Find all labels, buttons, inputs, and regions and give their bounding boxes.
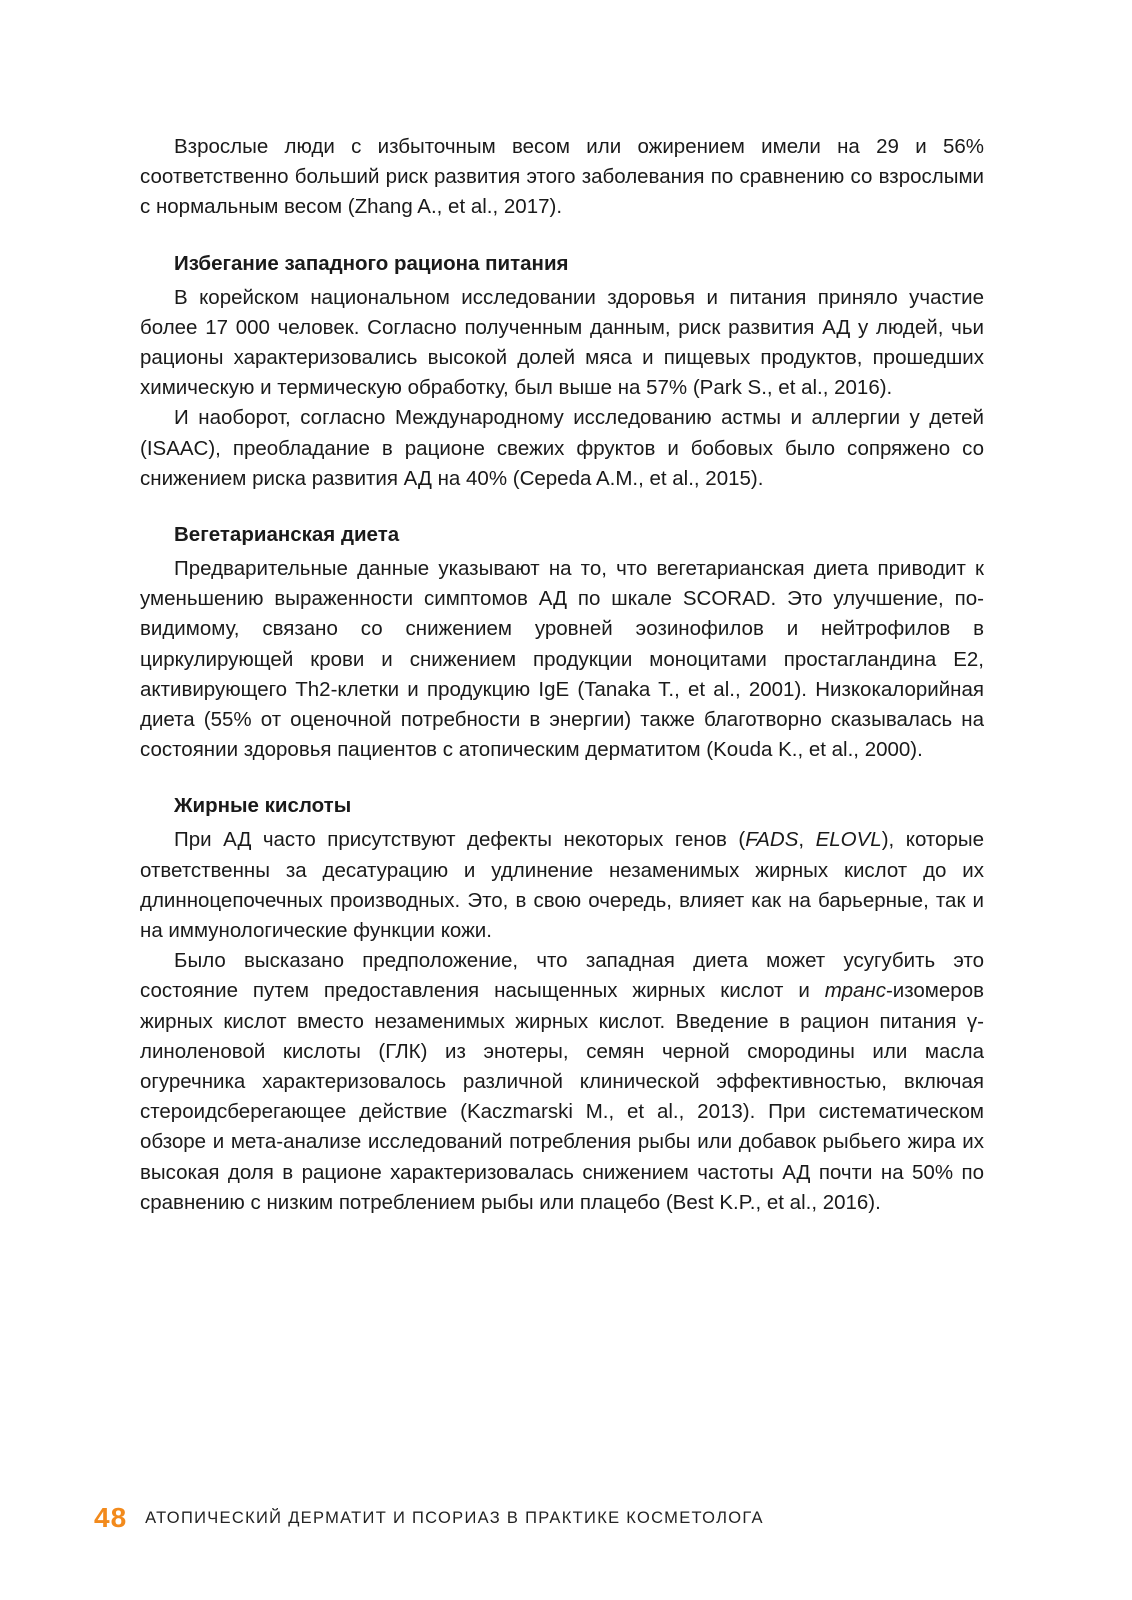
genes-paragraph: [140, 825, 984, 946]
fatty-text-before: Было высказано предположение, что западная диета может усугубить это состояние путем предоставления насыщенных жирных кислот и: [140, 949, 984, 1003]
genes-text-after: ), которые ответственны за десатурацию и удлинение незаменимых жирных кислот до их длинноцепочечных производных. Это, в свою очередь, влияет как на барьерные, так и на иммунологические функции кожи.: [140, 828, 984, 943]
genes-text-before: При АД часто присутствуют дефекты некоторых генов (: [174, 828, 746, 852]
intro-paragraph: Взрослые люди с избыточным весом или ожирением имели на 29 и 56% соответственно больший риск развития этого заболевания по сравнению со взрослыми с нормальным весом (Zhang A., et al., 2017).: [140, 135, 984, 219]
gene-fads: FADS: [745, 828, 799, 852]
gene-elovl: ELOVL: [815, 828, 882, 852]
running-title: АТОПИЧЕСКИЙ ДЕРМАТИТ И ПСОРИАЗ В ПРАКТИКЕ КОСМЕТОЛОГА: [145, 1508, 764, 1527]
section-heading-vegetarian-diet: Вегетарианская диета: [174, 523, 400, 547]
western-diet-fatty-acids-paragraph: [140, 946, 984, 1218]
page-footer: [94, 1501, 764, 1535]
section-heading-western-diet: Избегание западного рациона питания: [174, 251, 569, 275]
gene-separator: ,: [798, 828, 816, 852]
vegetarian-paragraph: Предварительные данные указывают на то, что вегетарианская диета приводит к уменьшению выраженности симптомов АД по шкале SCORAD. Это улучшение, по-видимому, связано со снижением уровней эозинофилов и нейтрофилов в циркулирующей крови и снижением продукции моноцитами простагландина E2, активирующего Th2-клетки и продукцию IgE (Tanaka T., et al., 2001). Низкокалорийная диета (55% от оценочной потребности в энергии) также благотворно сказывалась на состоянии здоровья пациентов с атопическим дерматитом (Kouda K., et al., 2000).: [140, 557, 984, 762]
section-heading-fatty-acids: Жирные кислоты: [174, 794, 352, 818]
korean-study-paragraph: В корейском национальном исследовании здоровья и питания приняло участие более 17 000 человек. Согласно полученным данным, риск развития АД у людей, чьи рационы характеризовались высокой долей мяса и пищевых продуктов, прошедших химическую и термическую обработку, был выше на 57% (Park S., et al., 2016).: [140, 285, 984, 400]
page-body: [140, 132, 984, 1218]
fatty-text-after: -изомеров жирных кислот вместо незаменимых жирных кислот. Введение в рацион питания γ-линоленовой кислоты (ГЛК) из энотеры, семян черной смородины или масла огуречника характеризовалось различной клинической эффективностью, включая стероидсберегающее действие (Kaczmarski M., et al., 2013). При систематическом обзоре и мета-анализе исследований потребления рыбы или добавок рыбьего жира их высокая доля в рационе характеризовалась снижением частоты АД почти на 50% по сравнению с низким потреблением рыбы или плацебо (Best K.P., et al., 2016).: [140, 979, 984, 1214]
trans-italic: транс: [824, 979, 886, 1003]
isaac-paragraph: И наоборот, согласно Международному исследованию астмы и аллергии у детей (ISAAC), преобладание в рационе свежих фруктов и бобовых было сопряжено со снижением риска развития АД на 40% (Cepeda A.M., et al., 2015).: [140, 406, 984, 490]
page-number: 48: [94, 1502, 128, 1533]
